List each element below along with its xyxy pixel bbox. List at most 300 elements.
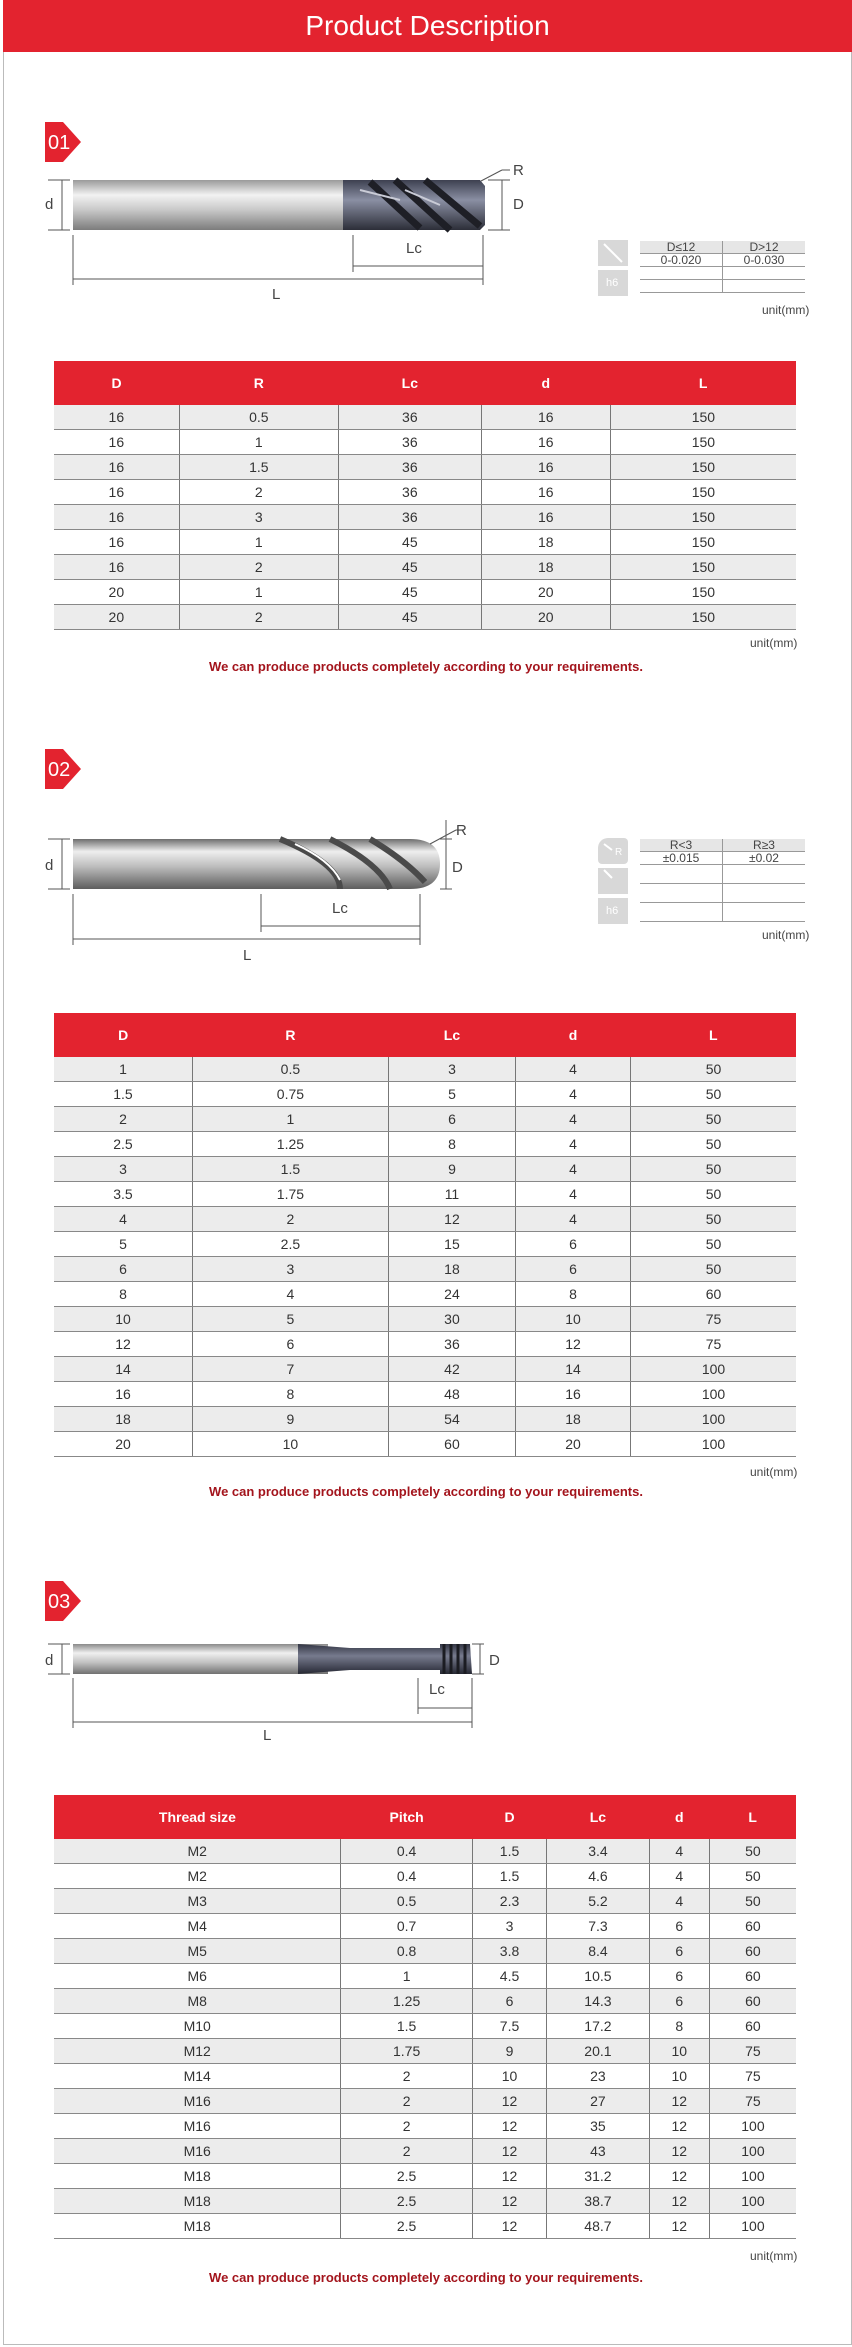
table-cell: 18: [481, 555, 610, 580]
table-row: [54, 1157, 796, 1182]
spec-table-01: [54, 361, 796, 630]
table-row: [54, 2039, 796, 2064]
custom-note: We can produce products completely according to your requirements.: [209, 659, 643, 674]
table-cell: 4: [516, 1132, 631, 1157]
table-cell: 6: [192, 1332, 388, 1357]
table-cell: 16: [54, 1382, 192, 1407]
column-header: D: [54, 361, 179, 405]
column-header: Pitch: [341, 1795, 473, 1839]
table-cell: 12: [472, 2089, 546, 2114]
table-cell: 1.5: [192, 1157, 388, 1182]
table-cell: 50: [631, 1207, 796, 1232]
table-cell: 12: [472, 2214, 546, 2239]
table-row: [54, 2089, 796, 2114]
table-cell: 4.6: [547, 1864, 650, 1889]
table-cell: 2: [341, 2089, 473, 2114]
table-row: [54, 2114, 796, 2139]
table-cell: 4: [516, 1082, 631, 1107]
table-cell: 24: [388, 1282, 515, 1307]
table-cell: 50: [631, 1257, 796, 1282]
table-cell: 54: [388, 1407, 515, 1432]
table-row: [54, 1939, 796, 1964]
table-cell: 1.75: [341, 2039, 473, 2064]
table-row: [54, 455, 796, 480]
table-cell: 75: [709, 2039, 796, 2064]
table-cell: 16: [54, 480, 179, 505]
table-cell: 75: [709, 2064, 796, 2089]
table-cell: M8: [54, 1989, 341, 2014]
table-row: [54, 1332, 796, 1357]
table-cell: 12: [649, 2164, 709, 2189]
table-cell: 12: [472, 2114, 546, 2139]
table-cell: 2: [179, 555, 338, 580]
table-cell: 2.5: [54, 1132, 192, 1157]
table-cell: 5: [54, 1232, 192, 1257]
table-row: [54, 1307, 796, 1332]
table-row: [54, 405, 796, 430]
table-cell: 0.5: [179, 405, 338, 430]
table-cell: 60: [388, 1432, 515, 1457]
table-cell: 4: [192, 1282, 388, 1307]
section-badge-01: 01: [45, 122, 81, 162]
table-cell: 36: [338, 405, 481, 430]
table-row: [54, 1382, 796, 1407]
table-cell: 1.5: [472, 1839, 546, 1864]
table-cell: 75: [631, 1307, 796, 1332]
thread-mill-diagram: [40, 1630, 520, 1750]
square-end-mill-diagram: [40, 160, 560, 310]
table-cell: 12: [54, 1332, 192, 1357]
column-header: L: [709, 1795, 796, 1839]
table-cell: 150: [610, 505, 796, 530]
table-cell: 12: [388, 1207, 515, 1232]
column-header: L: [610, 361, 796, 405]
section-badge-02: 02: [45, 749, 81, 789]
table-cell: 17.2: [547, 2014, 650, 2039]
spec-table-03: [54, 1795, 796, 2239]
table-row: [54, 580, 796, 605]
table-cell: 12: [649, 2214, 709, 2239]
unit-label: unit(mm): [750, 1465, 798, 1479]
table-cell: 100: [709, 2164, 796, 2189]
table-cell: M3: [54, 1889, 341, 1914]
column-header: R: [192, 1013, 388, 1057]
table-cell: 23: [547, 2064, 650, 2089]
table-cell: M5: [54, 1939, 341, 1964]
table-cell: 36: [338, 480, 481, 505]
table-row: [54, 1432, 796, 1457]
table-cell: M12: [54, 2039, 341, 2064]
table-cell: 2: [54, 1107, 192, 1132]
column-header: Lc: [547, 1795, 650, 1839]
table-cell: 50: [631, 1182, 796, 1207]
table-cell: 11: [388, 1182, 515, 1207]
table-cell: 20: [54, 1432, 192, 1457]
table-cell: M4: [54, 1914, 341, 1939]
table-row: [54, 530, 796, 555]
table-row: [54, 555, 796, 580]
table-cell: 2: [192, 1207, 388, 1232]
table-cell: 10: [649, 2039, 709, 2064]
custom-note: We can produce products completely according to your requirements.: [209, 2270, 643, 2285]
table-cell: 100: [631, 1382, 796, 1407]
table-cell: 45: [338, 580, 481, 605]
table-cell: 4: [516, 1107, 631, 1132]
table-cell: 1: [341, 1964, 473, 1989]
table-cell: 2: [341, 2139, 473, 2164]
table-cell: 8: [388, 1132, 515, 1157]
table-cell: 20: [54, 605, 179, 630]
table-cell: 6: [649, 1964, 709, 1989]
table-cell: 18: [54, 1407, 192, 1432]
table-cell: 50: [631, 1082, 796, 1107]
table-cell: 2.5: [341, 2214, 473, 2239]
table-cell: M2: [54, 1839, 341, 1864]
table-cell: 1: [54, 1057, 192, 1082]
table-row: [54, 2214, 796, 2239]
dim-label-d: d: [45, 196, 54, 213]
table-cell: 6: [649, 1989, 709, 2014]
table-cell: 10: [54, 1307, 192, 1332]
table-row: [54, 1964, 796, 1989]
table-cell: 0.5: [192, 1057, 388, 1082]
dim-label-L: L: [263, 1727, 272, 1744]
table-row: [54, 1257, 796, 1282]
table-cell: 100: [631, 1357, 796, 1382]
dim-label-d: d: [45, 1652, 54, 1669]
table-cell: 16: [516, 1382, 631, 1407]
dim-label-L: L: [272, 286, 281, 303]
table-cell: 27: [547, 2089, 650, 2114]
table-cell: 45: [338, 555, 481, 580]
table-cell: 50: [631, 1232, 796, 1257]
table-row: [54, 480, 796, 505]
table-cell: 1.75: [192, 1182, 388, 1207]
custom-note: We can produce products completely according to your requirements.: [209, 1484, 643, 1499]
table-cell: 100: [709, 2139, 796, 2164]
table-cell: 9: [472, 2039, 546, 2064]
table-cell: M16: [54, 2139, 341, 2164]
table-row: [54, 2164, 796, 2189]
spec-table-02: [54, 1013, 796, 1457]
table-cell: 0.5: [341, 1889, 473, 1914]
table-row: [54, 430, 796, 455]
table-cell: 60: [709, 1989, 796, 2014]
table-cell: 16: [481, 455, 610, 480]
table-cell: 36: [338, 505, 481, 530]
table-row: [54, 505, 796, 530]
table-row: [54, 1889, 796, 1914]
table-row: [54, 2064, 796, 2089]
table-cell: M18: [54, 2214, 341, 2239]
table-cell: 16: [54, 430, 179, 455]
table-cell: 4: [649, 1839, 709, 1864]
table-cell: 8: [54, 1282, 192, 1307]
dim-label-D: D: [489, 1652, 500, 1669]
table-cell: 8: [649, 2014, 709, 2039]
table-cell: 1.25: [192, 1132, 388, 1157]
table-cell: 150: [610, 605, 796, 630]
table-cell: 60: [709, 1914, 796, 1939]
table-cell: 100: [709, 2189, 796, 2214]
table-cell: 150: [610, 455, 796, 480]
table-cell: M18: [54, 2164, 341, 2189]
table-cell: 150: [610, 530, 796, 555]
table-cell: 50: [709, 1889, 796, 1914]
table-cell: 14: [516, 1357, 631, 1382]
table-cell: 7.5: [472, 2014, 546, 2039]
table-cell: 2: [341, 2114, 473, 2139]
table-cell: 50: [631, 1107, 796, 1132]
table-cell: 2: [179, 605, 338, 630]
table-cell: 3.5: [54, 1182, 192, 1207]
table-cell: 43: [547, 2139, 650, 2164]
table-cell: 14: [54, 1357, 192, 1382]
table-cell: 38.7: [547, 2189, 650, 2214]
table-cell: 0.75: [192, 1082, 388, 1107]
table-row: [54, 2139, 796, 2164]
table-cell: 150: [610, 480, 796, 505]
table-cell: 15: [388, 1232, 515, 1257]
table-cell: 2.5: [341, 2164, 473, 2189]
table-row: [54, 2014, 796, 2039]
table-cell: 45: [338, 530, 481, 555]
table-cell: 6: [516, 1257, 631, 1282]
table-cell: 1: [179, 530, 338, 555]
table-cell: 50: [709, 1864, 796, 1889]
table-cell: 10: [649, 2064, 709, 2089]
table-cell: 10: [516, 1307, 631, 1332]
table-row: [54, 1057, 796, 1082]
table-cell: 3.4: [547, 1839, 650, 1864]
table-cell: M10: [54, 2014, 341, 2039]
table-cell: 3: [472, 1914, 546, 1939]
column-header: Lc: [388, 1013, 515, 1057]
table-row: [54, 1839, 796, 1864]
table-cell: 4: [54, 1207, 192, 1232]
table-cell: 18: [481, 530, 610, 555]
table-cell: 20.1: [547, 2039, 650, 2064]
table-cell: 4: [516, 1157, 631, 1182]
table-cell: 31.2: [547, 2164, 650, 2189]
table-cell: 20: [516, 1432, 631, 1457]
table-cell: 3.8: [472, 1939, 546, 1964]
table-cell: 16: [54, 405, 179, 430]
table-cell: 3: [192, 1257, 388, 1282]
table-cell: 60: [709, 1964, 796, 1989]
unit-label: unit(mm): [750, 2249, 798, 2263]
dim-label-L: L: [243, 947, 252, 964]
table-cell: 10: [472, 2064, 546, 2089]
table-cell: 1.5: [341, 2014, 473, 2039]
table-cell: 150: [610, 430, 796, 455]
table-cell: 100: [709, 2114, 796, 2139]
dim-label-Lc: Lc: [429, 1681, 445, 1698]
table-cell: 9: [388, 1157, 515, 1182]
table-row: [54, 1207, 796, 1232]
flute-tolerance-icon: [598, 868, 628, 894]
table-cell: 12: [472, 2139, 546, 2164]
table-cell: 16: [481, 405, 610, 430]
table-cell: 16: [481, 505, 610, 530]
table-cell: 150: [610, 580, 796, 605]
table-cell: 0.8: [341, 1939, 473, 1964]
unit-label: unit(mm): [762, 303, 810, 317]
table-row: [54, 1107, 796, 1132]
table-cell: 75: [631, 1332, 796, 1357]
table-cell: 150: [610, 555, 796, 580]
table-cell: 5: [388, 1082, 515, 1107]
table-cell: 12: [649, 2189, 709, 2214]
table-cell: 50: [709, 1839, 796, 1864]
table-row: [54, 1357, 796, 1382]
table-cell: 36: [338, 430, 481, 455]
table-cell: 8: [192, 1382, 388, 1407]
table-cell: 36: [388, 1332, 515, 1357]
table-row: [54, 1282, 796, 1307]
dim-label-Lc: Lc: [406, 240, 422, 257]
table-cell: 1: [179, 430, 338, 455]
table-cell: 50: [631, 1157, 796, 1182]
section-badge-03: 03: [45, 1581, 81, 1621]
table-cell: M18: [54, 2189, 341, 2214]
table-cell: 4: [649, 1864, 709, 1889]
table-cell: 5.2: [547, 1889, 650, 1914]
table-row: [54, 1132, 796, 1157]
table-cell: 1: [179, 580, 338, 605]
table-cell: 42: [388, 1357, 515, 1382]
ball-radius-icon: R: [598, 838, 628, 864]
table-cell: 12: [472, 2164, 546, 2189]
column-header: D: [54, 1013, 192, 1057]
column-header: Lc: [338, 361, 481, 405]
dim-label-Lc: Lc: [332, 900, 348, 917]
table-cell: 0.4: [341, 1839, 473, 1864]
table-cell: 6: [54, 1257, 192, 1282]
table-cell: 16: [54, 555, 179, 580]
dim-label-D: D: [513, 196, 524, 213]
table-cell: 16: [481, 480, 610, 505]
table-cell: M14: [54, 2064, 341, 2089]
table-row: [54, 1407, 796, 1432]
unit-label: unit(mm): [762, 928, 810, 942]
table-cell: M16: [54, 2114, 341, 2139]
table-cell: 3: [388, 1057, 515, 1082]
table-cell: M2: [54, 1864, 341, 1889]
table-row: [54, 1914, 796, 1939]
table-cell: 50: [631, 1057, 796, 1082]
table-cell: 36: [338, 455, 481, 480]
unit-label: unit(mm): [750, 636, 798, 650]
table-cell: 48: [388, 1382, 515, 1407]
column-header: d: [649, 1795, 709, 1839]
table-row: [54, 1082, 796, 1107]
tolerance-h6-icon: h6: [598, 270, 628, 296]
table-cell: 150: [610, 405, 796, 430]
table-cell: 7.3: [547, 1914, 650, 1939]
table-cell: 4: [649, 1889, 709, 1914]
table-cell: 2.5: [341, 2189, 473, 2214]
tolerance-table-01: D≤12 D>12 0-0.020 0-0.030: [640, 241, 805, 293]
dim-label-d: d: [45, 857, 54, 874]
table-cell: 1.25: [341, 1989, 473, 2014]
table-cell: M6: [54, 1964, 341, 1989]
table-cell: 45: [338, 605, 481, 630]
table-cell: 1.5: [179, 455, 338, 480]
table-row: [54, 1989, 796, 2014]
tolerance-table-02: R<3 R≥3 ±0.015 ±0.02: [640, 839, 805, 922]
table-cell: 1.5: [54, 1082, 192, 1107]
table-cell: 1.5: [472, 1864, 546, 1889]
column-header: d: [516, 1013, 631, 1057]
table-cell: 35: [547, 2114, 650, 2139]
table-cell: M16: [54, 2089, 341, 2114]
table-cell: 10.5: [547, 1964, 650, 1989]
table-row: [54, 1182, 796, 1207]
table-cell: 7: [192, 1357, 388, 1382]
table-row: [54, 605, 796, 630]
table-cell: 18: [388, 1257, 515, 1282]
table-cell: 9: [192, 1407, 388, 1432]
column-header: d: [481, 361, 610, 405]
table-cell: 12: [649, 2114, 709, 2139]
column-header: R: [179, 361, 338, 405]
table-cell: 4: [516, 1057, 631, 1082]
dim-label-R: R: [456, 822, 467, 839]
column-header: Thread size: [54, 1795, 341, 1839]
tolerance-h6-icon: h6: [598, 898, 628, 924]
table-cell: 2: [179, 480, 338, 505]
table-cell: 0.4: [341, 1864, 473, 1889]
column-header: L: [631, 1013, 796, 1057]
table-cell: 4: [516, 1182, 631, 1207]
table-cell: 18: [516, 1407, 631, 1432]
page-title: Product Description: [3, 0, 852, 52]
table-cell: 16: [54, 530, 179, 555]
table-cell: 60: [709, 1939, 796, 1964]
table-cell: 4.5: [472, 1964, 546, 1989]
table-row: [54, 1864, 796, 1889]
table-cell: 100: [709, 2214, 796, 2239]
table-cell: 16: [54, 455, 179, 480]
table-cell: 3: [179, 505, 338, 530]
table-cell: 100: [631, 1407, 796, 1432]
table-cell: 50: [631, 1132, 796, 1157]
column-header: D: [472, 1795, 546, 1839]
table-cell: 20: [481, 580, 610, 605]
table-cell: 60: [631, 1282, 796, 1307]
table-cell: 12: [649, 2139, 709, 2164]
dim-label-R: R: [513, 162, 524, 179]
table-cell: 0.7: [341, 1914, 473, 1939]
table-cell: 8.4: [547, 1939, 650, 1964]
table-cell: 12: [472, 2189, 546, 2214]
table-cell: 12: [649, 2089, 709, 2114]
table-cell: 2.5: [192, 1232, 388, 1257]
table-cell: 60: [709, 2014, 796, 2039]
table-cell: 48.7: [547, 2214, 650, 2239]
table-cell: 6: [649, 1914, 709, 1939]
table-cell: 2: [341, 2064, 473, 2089]
table-cell: 12: [516, 1332, 631, 1357]
table-cell: 6: [516, 1232, 631, 1257]
table-cell: 75: [709, 2089, 796, 2114]
ball-end-mill-diagram: [40, 820, 540, 970]
table-cell: 6: [388, 1107, 515, 1132]
table-cell: 3: [54, 1157, 192, 1182]
table-row: [54, 1232, 796, 1257]
table-cell: 10: [192, 1432, 388, 1457]
